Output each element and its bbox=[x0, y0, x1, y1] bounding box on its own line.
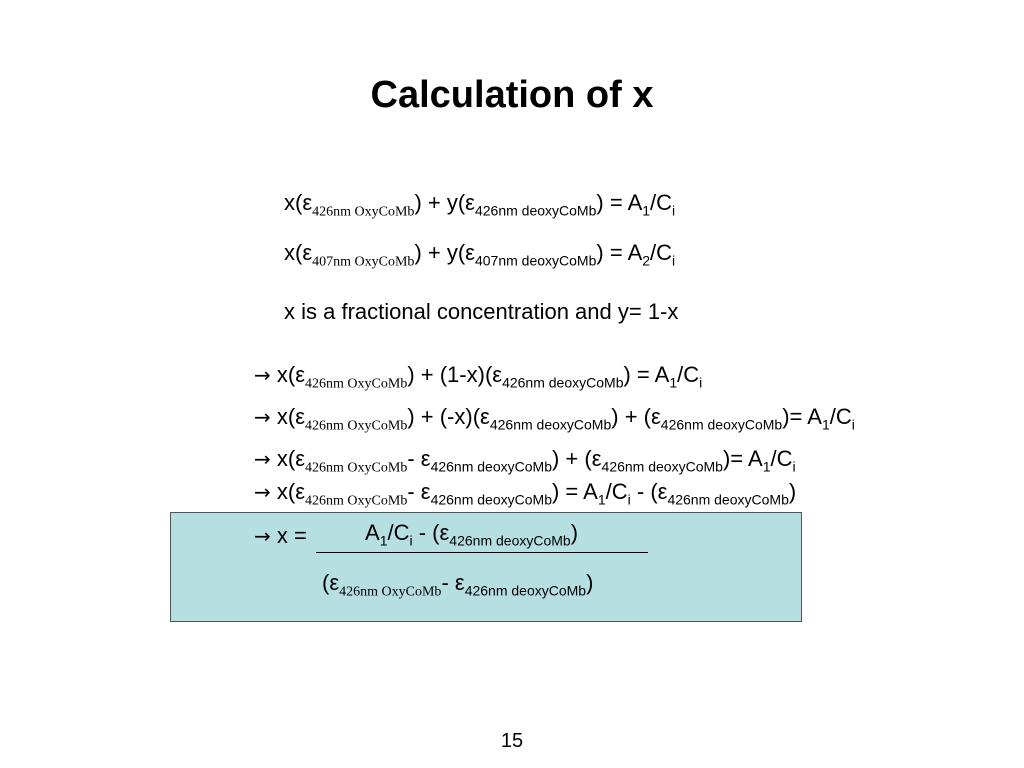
arrow-right-icon: → bbox=[254, 524, 271, 548]
arrow-right-icon: → bbox=[254, 480, 271, 504]
derivation-step-4: → $x(\varepsilon_{426nm OxyCoMb}-$ $\varepsilon_{426nm deoxyCoMb}) = A_1/C_i - (\varepsilon_{426nm deoxyCoMb})$ bbox=[254, 479, 797, 509]
arrow-right-icon: → bbox=[254, 447, 271, 471]
fraction-bar bbox=[316, 552, 648, 553]
arrow-right-icon: → bbox=[254, 363, 271, 387]
derivation-step-3: → $x(\varepsilon_{426nm OxyCoMb}-$ $\varepsilon_{426nm deoxyCoMb}) + (\varepsilon_{426nm deoxyCoMb})= A_1/C_i$ bbox=[254, 446, 796, 476]
arrow-right-icon: → bbox=[254, 405, 271, 429]
fraction-numerator: $A_1/C_i - (\varepsilon_{426nm deoxyCoMb})$ bbox=[365, 520, 579, 549]
fraction-denominator: ($\varepsilon_{426nm OxyCoMb}-$ $\varepsilon_{426nm deoxyCoMb}$) bbox=[322, 570, 594, 600]
equation-426: $x(\varepsilon_{426nm OxyCoMb}) + y(\varepsilon_{426nm deoxyCoMb}) = A_1/C_i$ bbox=[284, 190, 676, 220]
derivation-step-1: → $x(\varepsilon_{426nm OxyCoMb}) + (1-x)(\varepsilon_{426nm deoxyCoMb}) = A_1/C_i$ bbox=[254, 362, 703, 392]
fraction-statement: x is a fractional concentration and y= 1-x bbox=[284, 299, 679, 324]
derivation-step-2: → $x(\varepsilon_{426nm OxyCoMb}) + (-x)(\varepsilon_{426nm deoxyCoMb}) + (\varepsilon_{426nm deoxyCoMb})= A_1/C_i$ bbox=[254, 404, 855, 434]
equation-407: $x(\varepsilon_{407nm OxyCoMb}) + y(\varepsilon_{407nm deoxyCoMb}) = A_2/C_i$ bbox=[284, 240, 676, 270]
slide-title: Calculation of x bbox=[370, 74, 654, 116]
page-number: 15 bbox=[500, 730, 524, 752]
result-lhs: → x = bbox=[254, 523, 307, 548]
